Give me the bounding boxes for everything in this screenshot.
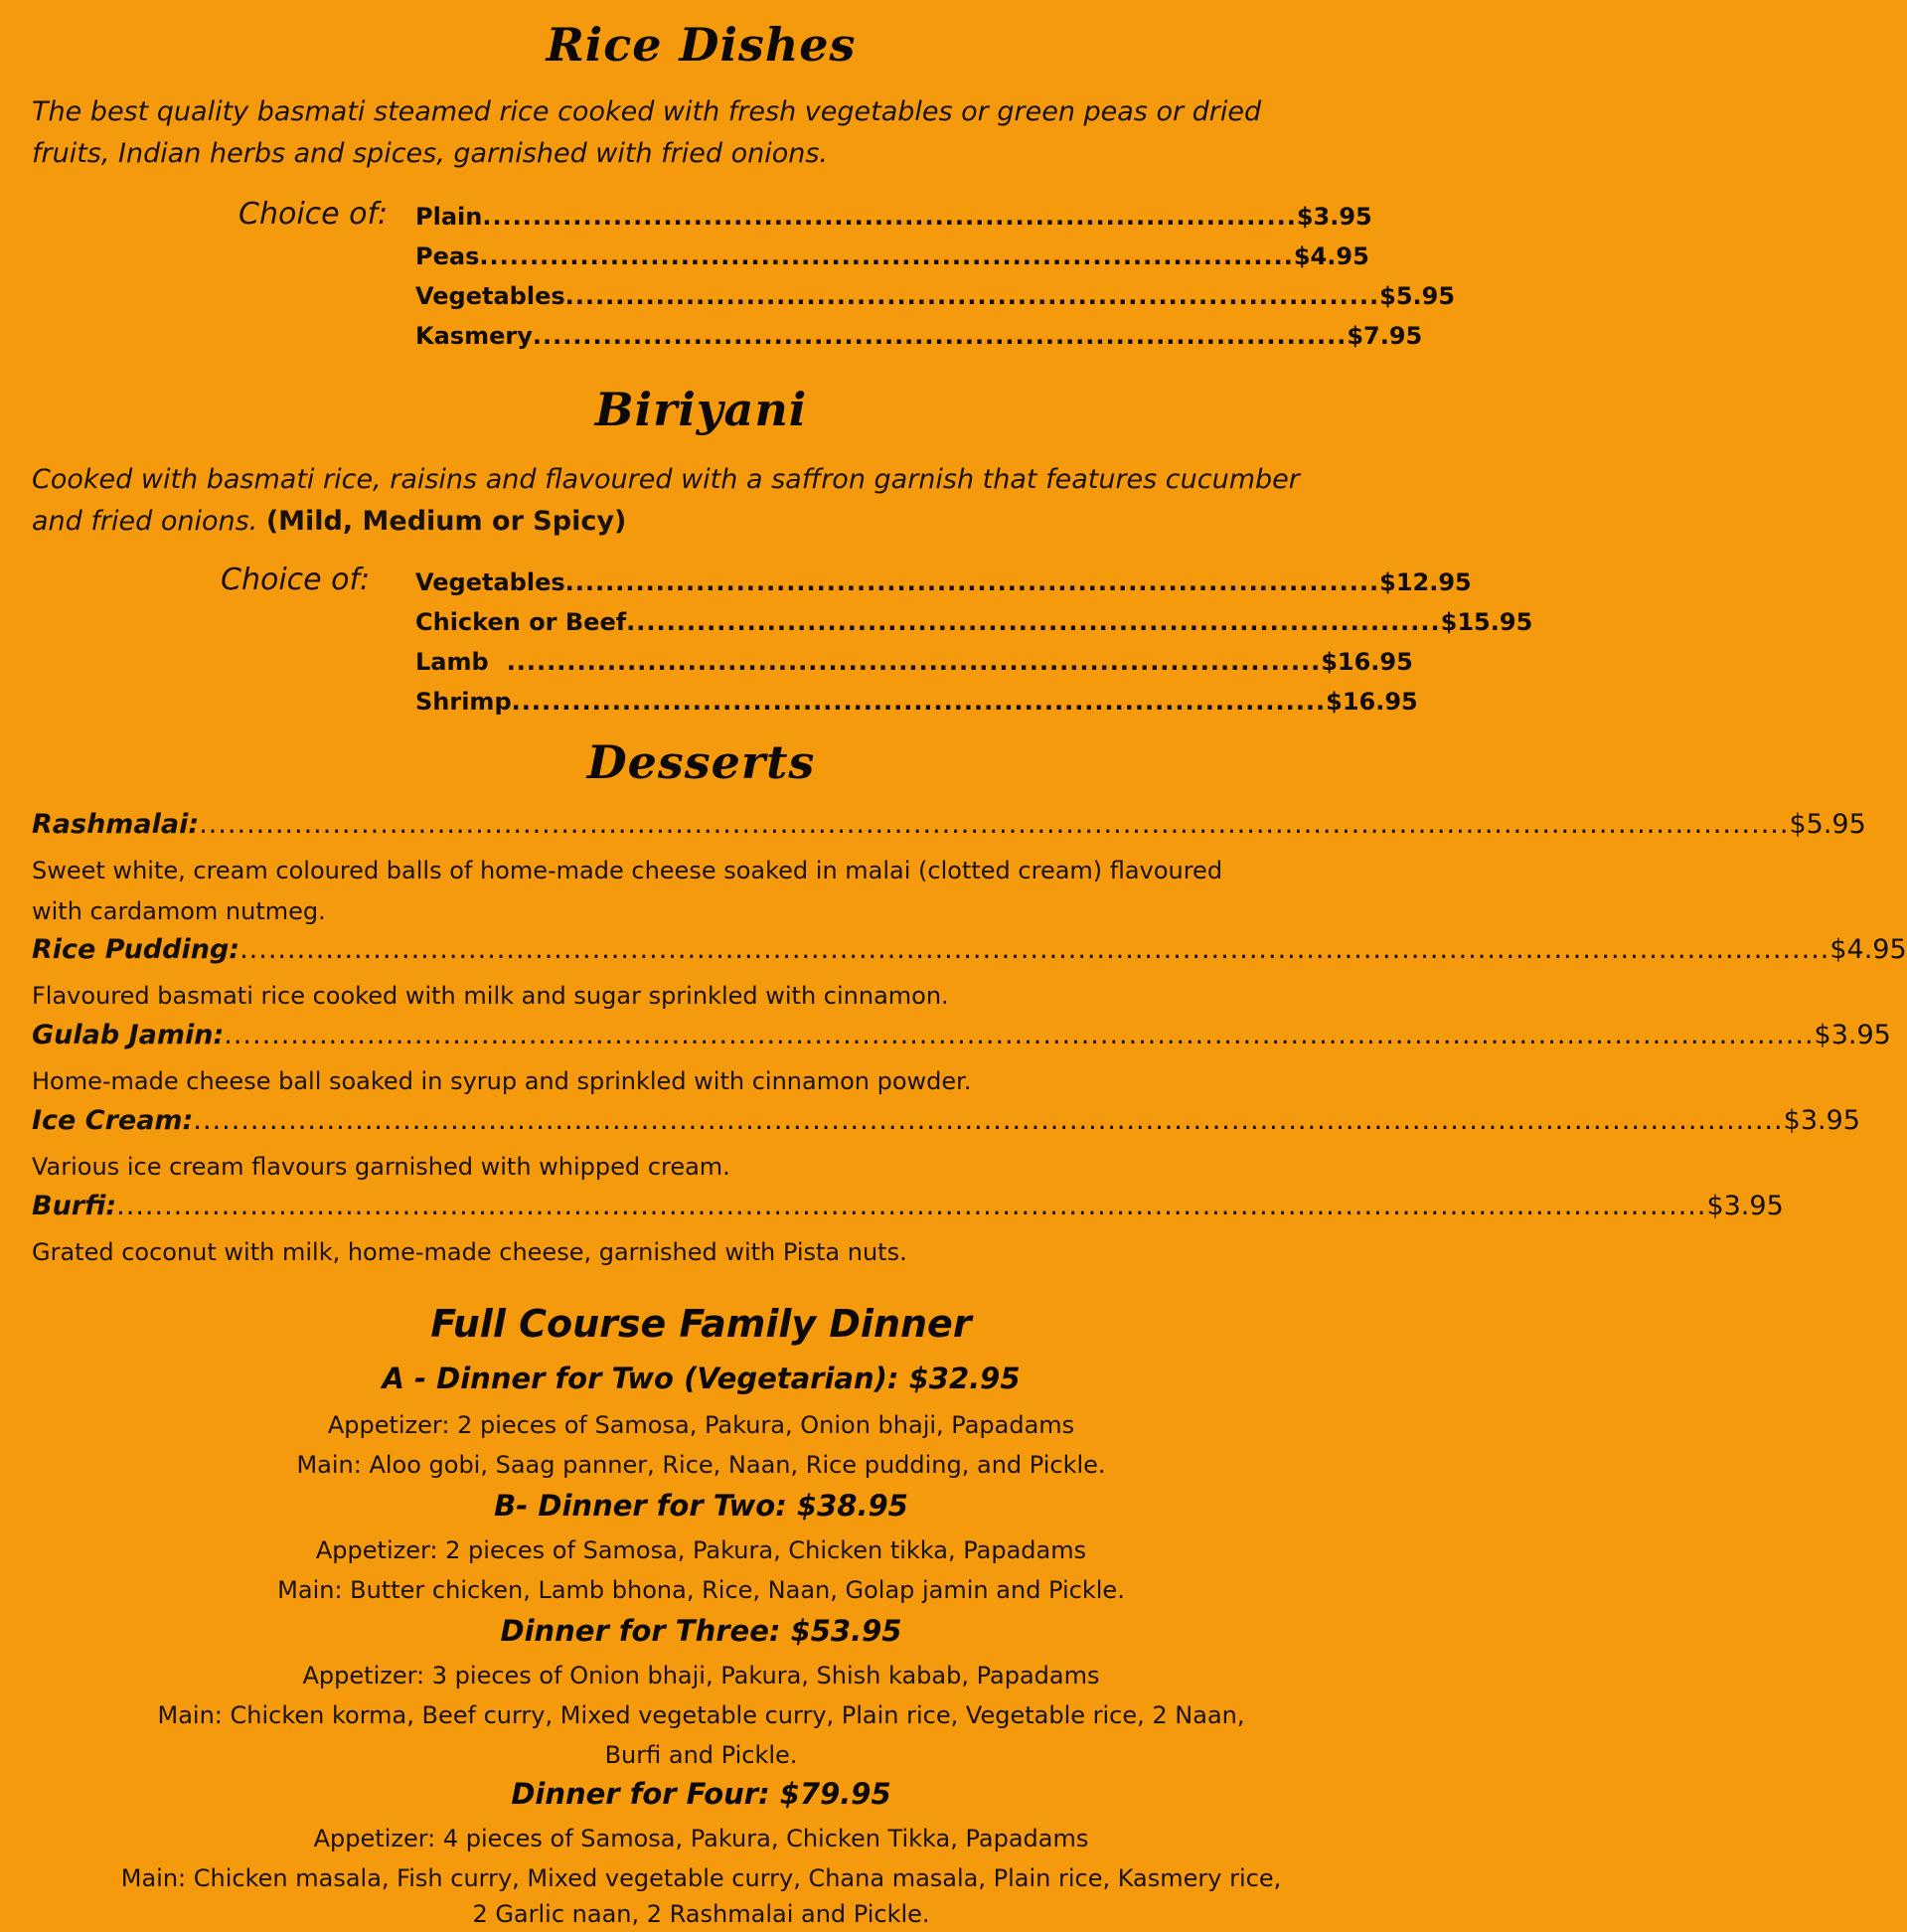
dinner-a-appetizer: Appetizer: 2 pieces of Samosa, Pakura, Onion bhaji, Papadams (327, 1411, 1075, 1439)
dot-leader: ................................................................................. (564, 568, 1380, 596)
dinner-b-heading: B- Dinner for Two: $38.95 (494, 1489, 908, 1523)
dessert-desc: Various ice cream flavours garnished with whipped cream. (32, 1153, 730, 1181)
dessert-desc: Flavoured basmati rice cooked with milk and sugar sprinkled with cinnamon. (32, 982, 949, 1010)
desserts-title: Desserts (586, 735, 816, 789)
dot-leader: ....................................................................................................................................................................... (224, 1020, 1815, 1050)
family-dinner-title: Full Course Family Dinner (430, 1302, 972, 1346)
spice-note: (Mild, Medium or Spicy) (265, 506, 627, 537)
item-name: Lamb (415, 648, 489, 676)
rice-dishes-intro-1: The best quality basmati steamed rice cooked with fresh vegetables or green peas or dried (32, 96, 1262, 127)
item-price: $7.95 (1347, 322, 1423, 350)
dinner-three-appetizer: Appetizer: 3 pieces of Onion bhaji, Pakura, Shish kabab, Papadams (302, 1662, 1100, 1690)
biriyani-choice-label: Choice of: (221, 563, 371, 597)
biriyani-intro-2 (32, 501, 1373, 542)
dinner-a-heading: A - Dinner for Two (Vegetarian): $32.95 (382, 1362, 1021, 1395)
dot-leader: ....................................................................................................................................................................... (116, 1191, 1707, 1221)
dinner-a-main: Main: Aloo gobi, Saag panner, Rice, Naan, Rice pudding, and Pickle. (296, 1451, 1106, 1479)
biriyani-intro-1: Cooked with basmati rice, raisins and flavoured with a saffron garnish that features cucumber (32, 464, 1300, 495)
item-price: $4.95 (1829, 934, 1907, 965)
dessert-ice-cream (32, 1105, 1860, 1145)
dot-leader: ................................................................................. (564, 282, 1380, 310)
rice-item-vegetables (415, 282, 1456, 320)
dot-leader: ....................................................................................................................................................................... (193, 1105, 1784, 1136)
dot-leader: ................................................................................. (511, 688, 1327, 716)
rice-dishes-intro-2: fruits, Indian herbs and spices, garnished with fried onions. (32, 138, 829, 169)
dot-leader: ....................................................................................................................................................................... (199, 809, 1790, 840)
item-name: Rashmalai: (32, 809, 200, 840)
dinner-b-main: Main: Butter chicken, Lamb bhona, Rice, Naan, Golap jamin and Pickle. (277, 1576, 1125, 1604)
item-name: Rice Pudding: (32, 934, 240, 965)
item-price: $12.95 (1379, 568, 1472, 596)
dessert-burfi (32, 1191, 1784, 1230)
item-price: $16.95 (1321, 648, 1413, 676)
rice-item-kasmery (415, 322, 1423, 360)
dot-leader: ................................................................................. (626, 608, 1441, 636)
dinner-three-main: Main: Chicken korma, Beef curry, Mixed vegetable curry, Plain rice, Vegetable rice, 2 Naan, (157, 1701, 1245, 1729)
rice-dishes-title: Rice Dishes (546, 18, 857, 72)
item-price: $3.95 (1814, 1020, 1891, 1050)
dessert-desc: Grated coconut with milk, home-made cheese, garnished with Pista nuts. (32, 1238, 907, 1266)
dot-leader: ................................................................................. (482, 203, 1297, 231)
dessert-gulab-jamin (32, 1020, 1891, 1059)
dot-leader: ................................................................................. (479, 242, 1294, 270)
dessert-desc: Home-made cheese ball soaked in syrup and sprinkled with cinnamon powder. (32, 1067, 972, 1095)
dessert-desc: Sweet white, cream coloured balls of home-made cheese soaked in malai (clotted cream) flavoured (32, 857, 1223, 885)
item-price: $16.95 (1326, 688, 1418, 716)
item-name: Shrimp (415, 688, 512, 716)
dinner-b-appetizer: Appetizer: 2 pieces of Samosa, Pakura, Chicken tikka, Papadams (315, 1536, 1087, 1564)
biriyani-item-lamb (415, 648, 1413, 686)
item-name: Plain (415, 203, 483, 231)
item-name: Gulab Jamin: (32, 1020, 225, 1050)
item-name: Vegetables (415, 282, 565, 310)
dessert-rice-pudding (32, 934, 1907, 974)
dinner-four-appetizer: Appetizer: 4 pieces of Samosa, Pakura, Chicken Tikka, Papadams (313, 1825, 1089, 1852)
item-name: Kasmery (415, 322, 533, 350)
item-name: Vegetables (415, 568, 565, 596)
rice-item-plain (415, 203, 1372, 241)
dot-leader: ....................................................................................................................................................................... (239, 934, 1830, 965)
item-name: Ice Cream: (32, 1105, 194, 1136)
item-price: $4.95 (1293, 242, 1369, 270)
item-price: $3.95 (1783, 1105, 1860, 1136)
dinner-three-heading: Dinner for Three: $53.95 (500, 1614, 902, 1648)
item-price: $5.95 (1379, 282, 1456, 310)
dinner-four-heading: Dinner for Four: $79.95 (511, 1777, 891, 1811)
item-price: $5.95 (1789, 809, 1866, 840)
item-name: Chicken or Beef (415, 608, 627, 636)
biriyani-title: Biriyani (594, 383, 808, 436)
dessert-rashmalai (32, 809, 1866, 849)
rice-choice-label: Choice of: (238, 197, 389, 232)
item-price: $3.95 (1296, 203, 1372, 231)
rice-item-peas (415, 242, 1369, 280)
dessert-desc: with cardamom nutmeg. (32, 897, 326, 925)
item-name: Peas (415, 242, 480, 270)
item-name: Burfi: (32, 1191, 117, 1221)
biriyani-item-shrimp (415, 688, 1418, 725)
dinner-four-main: Main: Chicken masala, Fish curry, Mixed vegetable curry, Chana masala, Plain rice, Kasmery rice, (120, 1864, 1282, 1892)
biriyani-item-chicken-beef (415, 608, 1533, 646)
biriyani-item-vegetables (415, 568, 1472, 606)
dot-leader: ................................................................................. (532, 322, 1348, 350)
dot-leader: ................................................................................. (506, 648, 1322, 676)
dinner-four-main-cont: 2 Garlic naan, 2 Rashmalai and Pickle. (472, 1900, 930, 1928)
item-price: $3.95 (1706, 1191, 1784, 1221)
dinner-three-main-cont: Burfi and Pickle. (604, 1741, 798, 1769)
biriyani-intro-text: and fried onions. (32, 506, 258, 537)
item-price: $15.95 (1440, 608, 1533, 636)
